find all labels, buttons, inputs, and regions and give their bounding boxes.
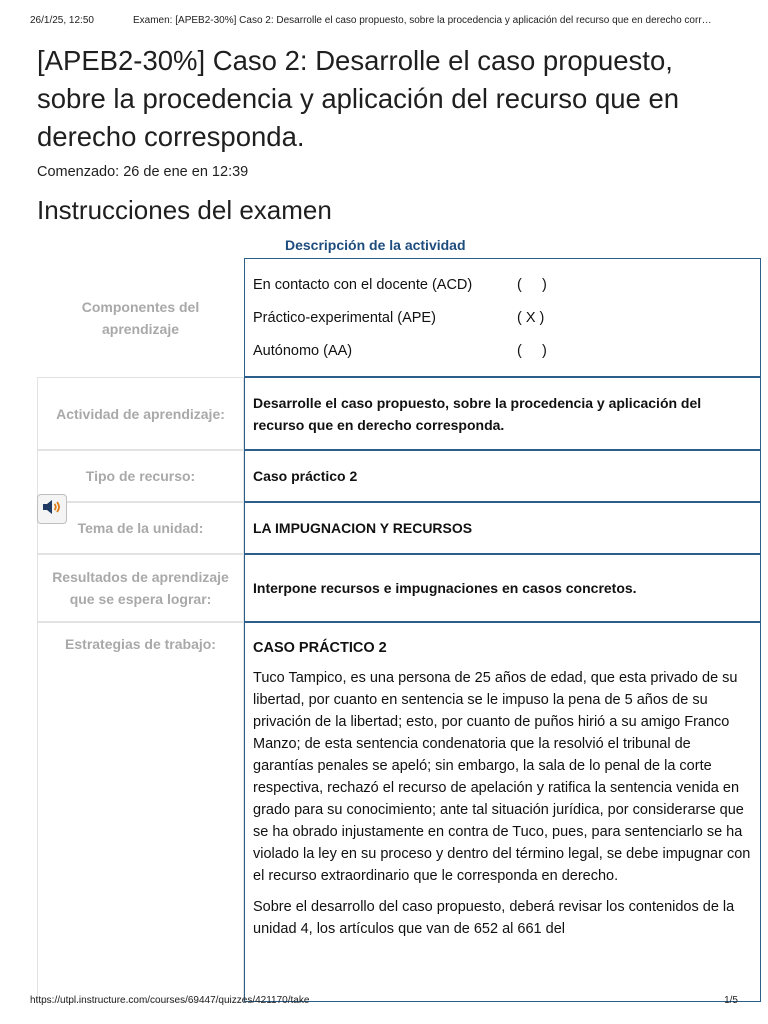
expected-results-label: Resultados de aprendizaje que se espera lograr: bbox=[37, 554, 244, 622]
component-mark: ( X ) bbox=[517, 310, 545, 326]
expected-results-value: Interpone recursos e impugnaciones en casos concretos. bbox=[244, 554, 761, 622]
speaker-icon bbox=[41, 498, 63, 521]
print-page-number: 1/5 bbox=[724, 995, 738, 1006]
print-datetime: 26/1/25, 12:50 bbox=[30, 15, 94, 26]
work-strategies-label: Estrategias de trabajo: bbox=[37, 622, 244, 1002]
print-doc-title: Examen: [APEB2-30%] Caso 2: Desarrolle el caso propuesto, sobre la procedencia y aplicación del recurso que en derecho corr… bbox=[133, 15, 712, 26]
activity-value: Desarrolle el caso propuesto, sobre la procedencia y aplicación del recurso que en derecho corresponda. bbox=[244, 377, 761, 450]
component-row-aa bbox=[253, 340, 547, 362]
unit-topic-value: LA IMPUGNACION Y RECURSOS bbox=[244, 502, 761, 554]
instructions-heading: Instrucciones del examen bbox=[37, 195, 332, 225]
component-mark: ( ) bbox=[517, 277, 547, 293]
component-name: Práctico-experimental (APE) bbox=[253, 310, 436, 326]
component-name: Autónomo (AA) bbox=[253, 343, 353, 359]
resource-type-label: Tipo de recurso: bbox=[37, 450, 244, 502]
unit-topic-label: Tema de la unidad: bbox=[37, 502, 244, 554]
components-cell bbox=[244, 258, 761, 377]
work-strategies-cell bbox=[244, 622, 761, 1002]
component-row-acd bbox=[253, 274, 547, 296]
page-title: [APEB2-30%] Caso 2: Desarrolle el caso propuesto, sobre la procedencia y aplicación del recurso que en derecho corresponda. bbox=[37, 45, 680, 152]
activity-label: Actividad de aprendizaje: bbox=[37, 377, 244, 450]
print-footer bbox=[30, 995, 738, 1006]
read-aloud-button[interactable] bbox=[37, 494, 67, 524]
component-row-ape bbox=[253, 307, 545, 329]
resource-type-value: Caso práctico 2 bbox=[244, 450, 761, 502]
case-paragraph: Sobre el desarrollo del caso propuesto, deberá revisar los contenidos de la unidad 4, los artículos que van de 652 al 661 del bbox=[253, 899, 735, 937]
component-mark: ( ) bbox=[517, 343, 547, 359]
components-label: Componentes del aprendizaje bbox=[81, 298, 200, 337]
case-paragraph: Tuco Tampico, es una persona de 25 años de edad, que esta privado de su libertad, por cuanto en sentencia se le impuso la pena de 5 años de su privación de la libertad; esto, por cuanto de puños hirió a su amigo Franco Manzo; de esta sentencia condenatoria que la resolvió el tribunal de garantías penales se apeló; sin embargo, la sala de lo penal de la corte respectiva, rechazó el recurso de apelación y ratifica la sentencia venida en grado para su conocimiento; ante tal situación jurídica, por considerarse que se ha obrado injustamente en contra de Tuco, pues, para sentenciarlo se ha violado la ley en su proceso y dentro del término legal, se debe impugnar con el recurso extraordinario que le corresponda en derecho. bbox=[253, 670, 751, 884]
print-url: https://utpl.instructure.com/courses/69447/quizzes/421170/take bbox=[30, 995, 310, 1006]
component-name: En contacto con el docente (ACD) bbox=[253, 277, 473, 293]
activity-table-caption: Descripción de la actividad bbox=[285, 237, 466, 253]
case-title: CASO PRÁCTICO 2 bbox=[253, 640, 387, 656]
started-timestamp: Comenzado: 26 de ene en 12:39 bbox=[37, 164, 249, 180]
